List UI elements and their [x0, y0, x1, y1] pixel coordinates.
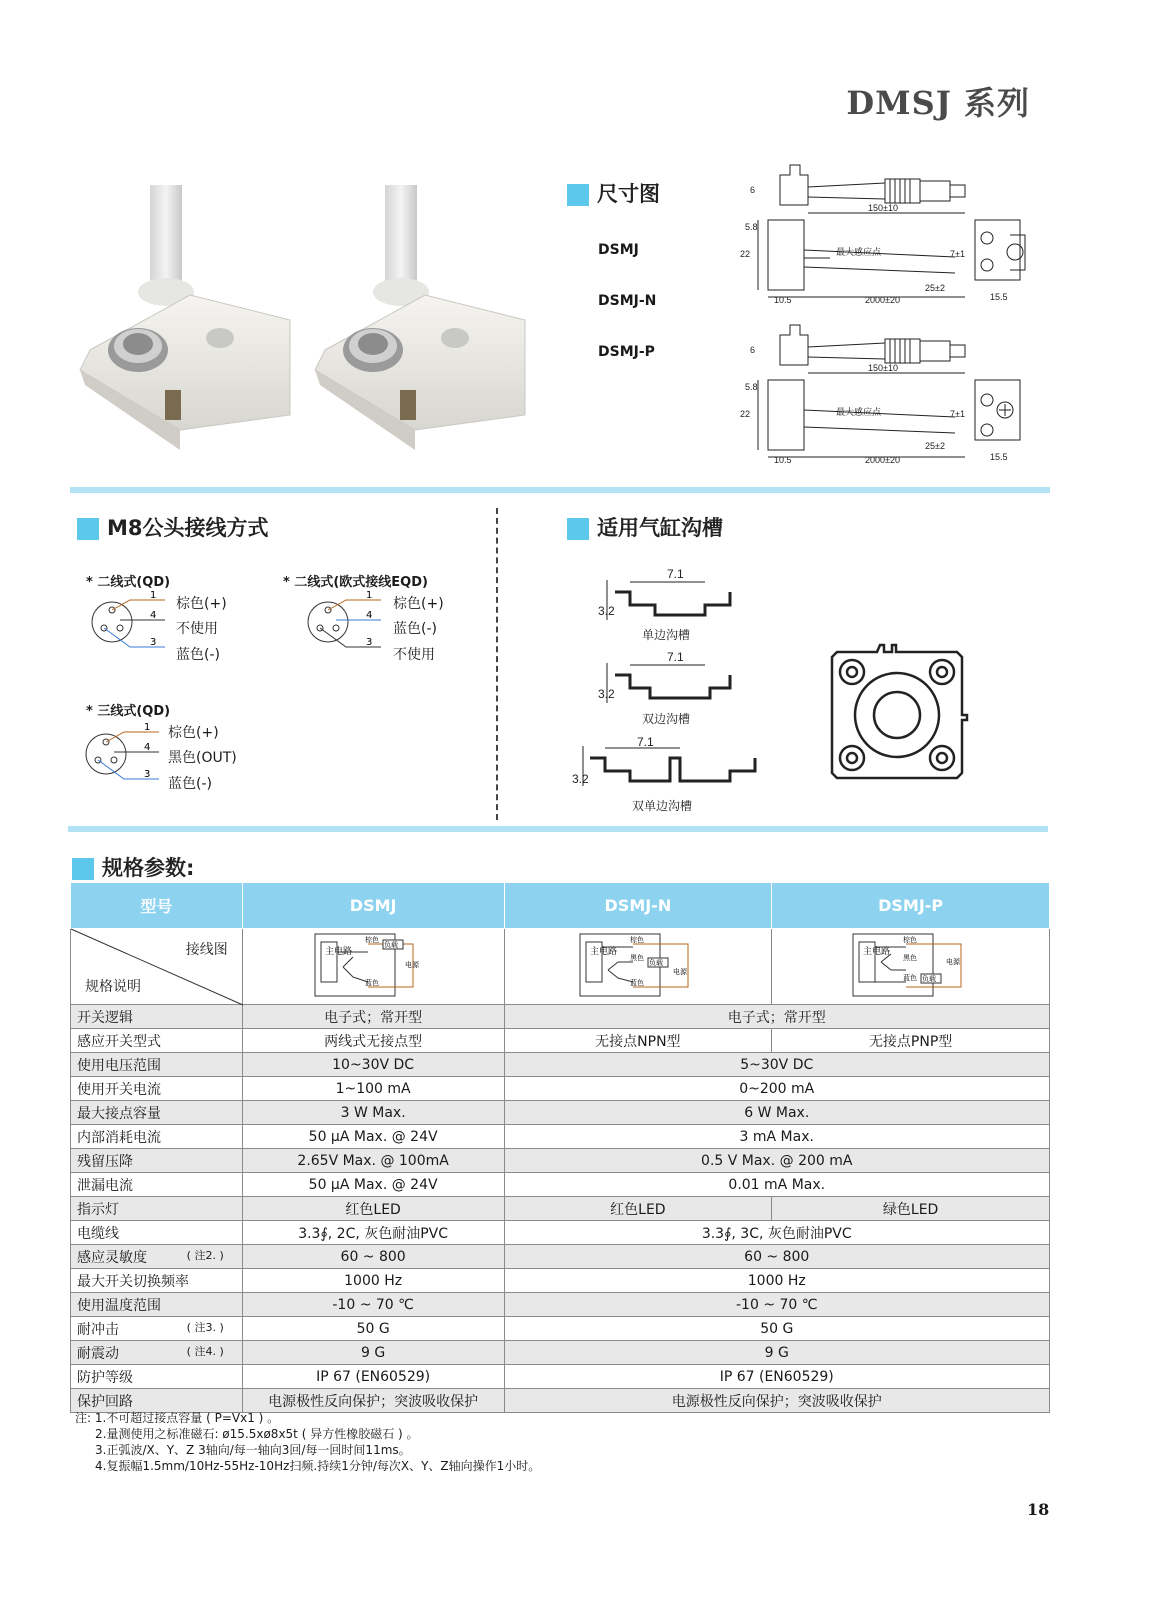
- table-row: [71, 1269, 1050, 1293]
- svg-text:主电路: 主电路: [589, 945, 617, 956]
- svg-text:蓝色: 蓝色: [365, 979, 380, 987]
- cell-dsmj-n-p: 电源极性反向保护；突波吸收保护: [504, 1389, 1050, 1413]
- circuit-diagram-dsmj: [242, 929, 504, 1005]
- cell-dsmj-n-p: 9 G: [504, 1341, 1050, 1365]
- cell-dsmj: 50 μA Max. @ 24V: [242, 1125, 504, 1149]
- cell-dsmj-p: 绿色LED: [772, 1197, 1050, 1221]
- table-row: [71, 1149, 1050, 1173]
- model-label-dsmj-p: DSMJ-P: [598, 344, 655, 360]
- row-label: 耐冲击 ( 注3. ): [71, 1317, 243, 1341]
- sensor-photo-1: [80, 185, 290, 450]
- svg-text:1: 1: [144, 722, 151, 733]
- cell-dsmj: 10~30V DC: [242, 1053, 504, 1077]
- dim-7-bottom: 7±1: [950, 409, 965, 419]
- dim-6-bottom: 6: [750, 345, 756, 355]
- dim-5-8-top: 5.8: [745, 222, 758, 232]
- cell-dsmj: 2.65V Max. @ 100mA: [242, 1149, 504, 1173]
- svg-text:棕色: 棕色: [629, 936, 644, 944]
- row-label: 残留压降: [71, 1149, 243, 1173]
- dim-25-top: 25±2: [925, 283, 945, 293]
- dim-25-bottom: 25±2: [925, 441, 945, 451]
- groove-3-height: 3.2: [572, 772, 589, 786]
- row-label: 最大接点容量: [71, 1101, 243, 1125]
- product-photo: [70, 180, 550, 450]
- svg-text:负载: 负载: [384, 941, 399, 949]
- table-row: [71, 1317, 1050, 1341]
- cell-dsmj: -10 ~ 70 ℃: [242, 1293, 504, 1317]
- diagram-row: [71, 929, 1050, 1005]
- spec-heading: 规格参数:: [72, 852, 194, 882]
- cell-dsmj: 电子式；常开型: [242, 1005, 504, 1029]
- series-title: DMSJ 系列: [846, 84, 1030, 122]
- sense-point-top: 最大感应点: [836, 247, 882, 257]
- dim-2000-top: 2000±20: [865, 295, 900, 305]
- wire-label: 蓝色(-): [393, 621, 437, 637]
- cell-dsmj-n-p: 电子式；常开型: [504, 1005, 1050, 1029]
- row-label: 保护回路: [71, 1389, 243, 1413]
- svg-text:蓝色: 蓝色: [902, 974, 917, 982]
- table-row: [71, 1029, 1050, 1053]
- note-4: 4.复振幅1.5mm/10Hz-55Hz-10Hz扫频.持续1分钟/每次X、Y、Z轴向操作1小时。: [95, 1459, 541, 1473]
- cell-dsmj-n: 无接点NPN型: [504, 1029, 772, 1053]
- sensor-photo-2: [315, 185, 525, 450]
- col-header-dsmj-p: DSMJ-P: [772, 883, 1050, 929]
- cell-dsmj-n-p: 5~30V DC: [504, 1053, 1050, 1077]
- svg-text:4: 4: [150, 610, 157, 621]
- groove-profiles: [572, 560, 775, 820]
- row-label: 使用温度范围: [71, 1293, 243, 1317]
- wire-label: 黑色(OUT): [168, 750, 237, 766]
- table-row: [71, 1101, 1050, 1125]
- row-note: ( 注4. ): [186, 1344, 224, 1358]
- row-label: 开关逻辑: [71, 1005, 243, 1029]
- table-row: [71, 1053, 1050, 1077]
- cell-dsmj: 1000 Hz: [242, 1269, 504, 1293]
- table-row: [71, 1005, 1050, 1029]
- note-2: 2.量测使用之标准磁石: ø15.5xø8x5t ( 异方性橡胶磁石 ) 。: [95, 1427, 419, 1441]
- groove-1-width: 7.1: [667, 567, 684, 581]
- cell-dsmj-n: 红色LED: [504, 1197, 772, 1221]
- svg-text:4: 4: [366, 610, 373, 621]
- table-row: [71, 1389, 1050, 1413]
- svg-text:3: 3: [150, 637, 157, 648]
- square-bullet-icon: [567, 518, 589, 540]
- row-label: 耐震动 ( 注4. ): [71, 1341, 243, 1365]
- dim-6-top: 6: [750, 185, 756, 195]
- cell-dsmj: 红色LED: [242, 1197, 504, 1221]
- svg-text:主电路: 主电路: [325, 945, 353, 956]
- groove-2-height: 3.2: [598, 687, 615, 701]
- table-row: [71, 1197, 1050, 1221]
- dim-10-5-bottom: 10.5: [774, 455, 792, 465]
- cell-dsmj: 60 ~ 800: [242, 1245, 504, 1269]
- svg-text:负载: 负载: [921, 975, 936, 983]
- connector-icon: [90, 592, 170, 662]
- table-row: [71, 1365, 1050, 1389]
- row-label: 最大开关切换频率: [71, 1269, 243, 1293]
- svg-text:3: 3: [366, 637, 373, 648]
- wire-label: 棕色(+): [393, 596, 444, 612]
- wire-label: 棕色(+): [176, 596, 227, 612]
- table-row: [71, 1293, 1050, 1317]
- cell-dsmj-n-p: 6 W Max.: [504, 1101, 1050, 1125]
- dimension-heading: 尺寸图: [567, 178, 660, 208]
- cell-dsmj-n-p: 60 ~ 800: [504, 1245, 1050, 1269]
- cell-dsmj-n-p: -10 ~ 70 ℃: [504, 1293, 1050, 1317]
- dim-2000-bottom: 2000±20: [865, 455, 900, 465]
- dimension-drawing: [740, 145, 1060, 475]
- wiring-two-wire-eqd-title: * 二线式(欧式接线EQD): [283, 575, 428, 590]
- connector-icon: [306, 592, 386, 662]
- cell-dsmj: 两线式无接点型: [242, 1029, 504, 1053]
- table-row: [71, 1125, 1050, 1149]
- cell-dsmj-n-p: 1000 Hz: [504, 1269, 1050, 1293]
- svg-text:棕色: 棕色: [902, 936, 917, 944]
- row-note: ( 注2. ): [186, 1248, 224, 1262]
- row-note: ( 注3. ): [186, 1320, 224, 1334]
- row-label: 泄漏电流: [71, 1173, 243, 1197]
- groove-heading: 适用气缸沟槽: [567, 512, 723, 542]
- square-bullet-icon: [77, 518, 99, 540]
- spec-table: [70, 882, 1050, 1413]
- wire-label: 不使用: [176, 621, 218, 637]
- groove-2-width: 7.1: [667, 650, 684, 664]
- cell-dsmj: 3 W Max.: [242, 1101, 504, 1125]
- svg-text:主电路: 主电路: [862, 945, 890, 956]
- divider-bar-2: [68, 826, 1048, 832]
- col-header-dsmj-n: DSMJ-N: [504, 883, 772, 929]
- svg-text:3: 3: [144, 769, 151, 780]
- wiring-three-wire-qd-title: * 三线式(QD): [86, 704, 171, 719]
- square-bullet-icon: [72, 858, 94, 880]
- col-header-model: 型号: [71, 883, 243, 929]
- diagram-row-label: 接线图 规格说明: [71, 929, 243, 1005]
- svg-text:负载: 负载: [648, 959, 663, 967]
- dim-150-bottom: 150±10: [868, 363, 898, 373]
- row-label: 感应开关型式: [71, 1029, 243, 1053]
- dim-22-top: 22: [740, 249, 751, 259]
- cell-dsmj-n-p: 3 mA Max.: [504, 1125, 1050, 1149]
- dim-15-5-top: 15.5: [990, 292, 1008, 302]
- table-row: [71, 1077, 1050, 1101]
- page-number: 18: [1027, 1500, 1050, 1519]
- cell-dsmj-n-p: 3.3∮, 3C, 灰色耐油PVC: [504, 1221, 1050, 1245]
- dim-10-5-top: 10.5: [774, 295, 792, 305]
- svg-text:电源: 电源: [405, 961, 420, 969]
- connector-icon: [84, 722, 164, 792]
- wire-label: 蓝色(-): [168, 776, 212, 792]
- wire-label: 不使用: [393, 647, 435, 663]
- cell-dsmj: IP 67 (EN60529): [242, 1365, 504, 1389]
- cell-dsmj-p: 无接点PNP型: [772, 1029, 1050, 1053]
- model-label-dsmj-n: DSMJ-N: [598, 293, 657, 309]
- cell-dsmj: 50 μA Max. @ 24V: [242, 1173, 504, 1197]
- row-label: 指示灯: [71, 1197, 243, 1221]
- row-label: 感应灵敏度 ( 注2. ): [71, 1245, 243, 1269]
- wiring-heading: M8公头接线方式: [77, 512, 269, 542]
- groove-1-name: 单边沟槽: [642, 628, 691, 642]
- row-label: 防护等级: [71, 1365, 243, 1389]
- groove-3-width: 7.1: [637, 735, 654, 749]
- svg-text:1: 1: [366, 590, 373, 601]
- cell-dsmj: 50 G: [242, 1317, 504, 1341]
- circuit-diagram-dsmj-n: [504, 929, 772, 1005]
- svg-text:4: 4: [144, 742, 151, 753]
- cell-dsmj-n-p: 0.01 mA Max.: [504, 1173, 1050, 1197]
- circuit-diagram-dsmj-p: [772, 929, 1050, 1005]
- sense-point-bottom: 最大感应点: [836, 407, 882, 417]
- wiring-two-wire-qd-title: * 二线式(QD): [86, 575, 171, 590]
- svg-text:黑色: 黑色: [629, 954, 644, 962]
- groove-2-name: 双边沟槽: [642, 712, 691, 726]
- dim-150-top: 150±10: [868, 203, 898, 213]
- spec-body: [71, 1005, 1050, 1413]
- groove-3-name: 双单边沟槽: [632, 799, 693, 813]
- table-row: [71, 1341, 1050, 1365]
- cell-dsmj-n-p: IP 67 (EN60529): [504, 1365, 1050, 1389]
- cell-dsmj: 9 G: [242, 1341, 504, 1365]
- svg-text:电源: 电源: [672, 968, 687, 976]
- svg-text:蓝色: 蓝色: [629, 979, 644, 987]
- cell-dsmj: 3.3∮, 2C, 灰色耐油PVC: [242, 1221, 504, 1245]
- square-bullet-icon: [567, 184, 589, 206]
- table-header-row: [71, 883, 1050, 929]
- dim-7-top: 7±1: [950, 249, 965, 259]
- cell-dsmj-n-p: 0~200 mA: [504, 1077, 1050, 1101]
- note-1: 注: 1.不可超过接点容量 ( P=Vx1 ) 。: [75, 1411, 280, 1425]
- row-label: 电缆线: [71, 1221, 243, 1245]
- dim-22-bottom: 22: [740, 409, 751, 419]
- divider-bar-1: [70, 487, 1050, 493]
- dim-5-8-bottom: 5.8: [745, 382, 758, 392]
- cell-dsmj: 1~100 mA: [242, 1077, 504, 1101]
- table-row: [71, 1245, 1050, 1269]
- svg-text:1: 1: [150, 590, 157, 601]
- svg-text:电源: 电源: [945, 958, 960, 966]
- svg-text:棕色: 棕色: [365, 936, 380, 944]
- col-header-dsmj: DSMJ: [242, 883, 504, 929]
- row-label: 内部消耗电流: [71, 1125, 243, 1149]
- table-row: [71, 1221, 1050, 1245]
- svg-text:黑色: 黑色: [902, 954, 917, 962]
- cylinder-cross-section: [822, 640, 972, 790]
- groove-1-height: 3.2: [598, 604, 615, 618]
- cell-dsmj-n-p: 0.5 V Max. @ 200 mA: [504, 1149, 1050, 1173]
- note-3: 3.正弧波/X、Y、Z 3轴向/每一轴向3回/每一回时间11ms。: [95, 1443, 411, 1457]
- cell-dsmj-n-p: 50 G: [504, 1317, 1050, 1341]
- table-row: [71, 1173, 1050, 1197]
- wire-label: 棕色(+): [168, 725, 219, 741]
- wire-label: 蓝色(-): [176, 647, 220, 663]
- cell-dsmj: 电源极性反向保护；突波吸收保护: [242, 1389, 504, 1413]
- model-label-dsmj: DSMJ: [598, 242, 639, 258]
- dashed-separator: [496, 508, 498, 820]
- dim-15-5-bottom: 15.5: [990, 452, 1008, 462]
- row-label: 使用开关电流: [71, 1077, 243, 1101]
- row-label: 使用电压范围: [71, 1053, 243, 1077]
